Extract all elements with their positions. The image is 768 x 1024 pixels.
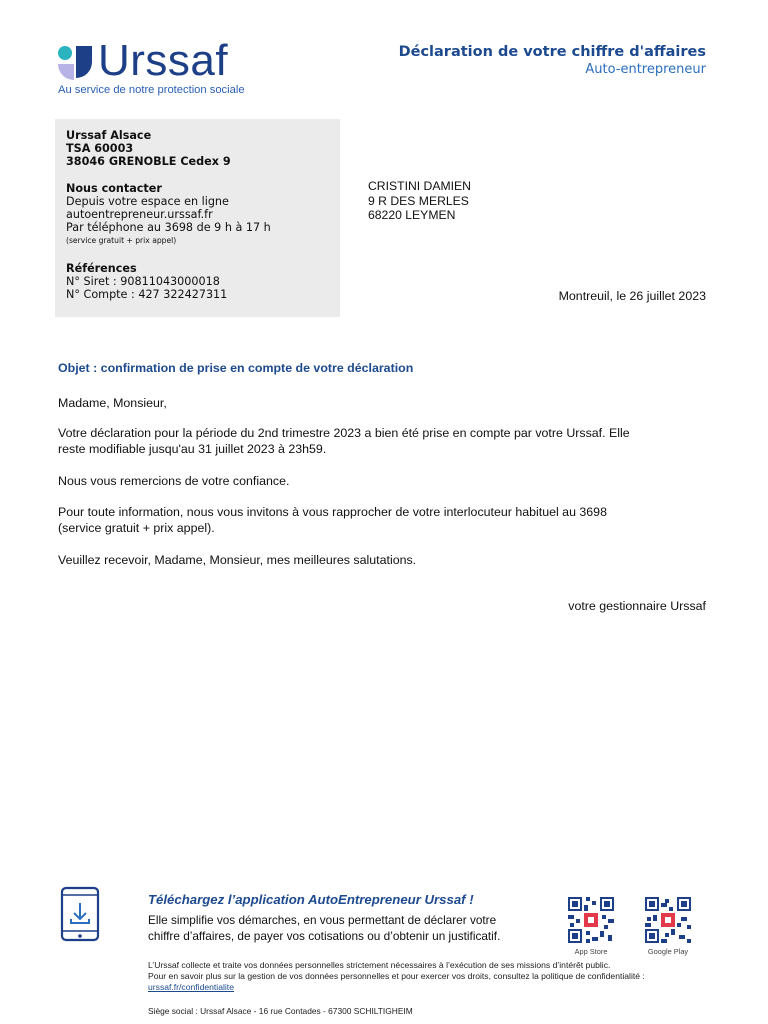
- google-play-qr-code-icon[interactable]: [643, 895, 693, 945]
- salutation: Madame, Monsieur,: [58, 396, 167, 410]
- app-promo-line1: Elle simplifie vos démarches, en vous permettant de déclarer votre: [148, 913, 497, 927]
- closing-formula: Veuillez recevoir, Madame, Monsieur, mes meilleures salutations.: [58, 553, 417, 567]
- urssaf-logo-mark-icon: [56, 44, 96, 82]
- sender-address-line1: TSA 60003: [66, 142, 134, 155]
- logo-wordmark: Urssaf: [98, 36, 229, 85]
- recipient-address: [368, 179, 471, 223]
- letter-subject: Objet : confirmation de prise en compte de votre déclaration: [58, 361, 414, 375]
- contact-phone: Par téléphone au 3698 de 9 h à 17 h: [66, 221, 271, 234]
- app-store-qr-code-icon[interactable]: [566, 895, 616, 945]
- sender-name: Urssaf Alsace: [66, 129, 152, 142]
- app-store-label: App Store: [574, 947, 608, 956]
- privacy-notice: [148, 960, 708, 993]
- paragraph-information: [58, 504, 718, 536]
- siret-number: N° Siret : 90811043000018: [66, 275, 220, 288]
- logo-tagline: Au service de notre protection sociale: [58, 84, 245, 96]
- paragraph-declaration: [58, 425, 718, 457]
- recipient-street: 9 R DES MERLES: [368, 193, 469, 208]
- privacy-policy-link[interactable]: urssaf.fr/confidentialite: [148, 982, 234, 992]
- contact-phone-note: (service gratuit + prix appel): [66, 236, 177, 245]
- urssaf-logo: [56, 36, 266, 102]
- contact-line-online: Depuis votre espace en ligne: [66, 195, 229, 208]
- contact-website: autoentrepreneur.urssaf.fr: [66, 208, 213, 221]
- privacy-line2: Pour en savoir plus sur la gestion de vos données personnelles et pour exercer vos droits, consultez la politique de confidentialité :: [148, 971, 645, 981]
- paragraph-declaration-line2: reste modifiable jusqu'au 31 juillet 2023 à 23h59.: [58, 442, 327, 456]
- paragraph-information-line2: (service gratuit + prix appel).: [58, 521, 215, 535]
- app-promo-title: Téléchargez l’application AutoEntrepreneur Urssaf !: [148, 892, 474, 907]
- contact-heading: Nous contacter: [66, 182, 162, 195]
- google-play-label: Google Play: [647, 947, 689, 956]
- document-subtitle: Auto-entrepreneur: [585, 62, 706, 77]
- app-promo-description: [148, 912, 558, 944]
- paragraph-declaration-line1: Votre déclaration pour la période du 2nd trimestre 2023 a bien été prise en compte par votre Urssaf. Elle: [58, 426, 630, 440]
- paragraph-information-line1: Pour toute information, nous vous invitons à vous rapprocher de votre interlocuteur habituel au 3698: [58, 505, 607, 519]
- recipient-name: CRISTINI DAMIEN: [368, 179, 471, 193]
- head-office-address: Siège social : Urssaf Alsace - 16 rue Contades - 67300 SCHILTIGHEIM: [148, 1006, 413, 1016]
- document-title: Déclaration de votre chiffre d'affaires: [398, 44, 706, 60]
- signature: votre gestionnaire Urssaf: [568, 599, 706, 613]
- references-heading: Références: [66, 262, 137, 275]
- account-number: N° Compte : 427 322427311: [66, 288, 228, 301]
- paragraph-thanks: Nous vous remercions de votre confiance.: [58, 474, 290, 488]
- app-promo-line2: chiffre d’affaires, de payer vos cotisations ou d’obtenir un justificatif.: [148, 929, 501, 943]
- recipient-city: 68220 LEYMEN: [368, 208, 456, 222]
- privacy-line1: L’Urssaf collecte et traite vos données personnelles strictement nécessaires à l’exécution de ses missions d’intérêt public.: [148, 960, 611, 970]
- sender-address-line2: 38046 GRENOBLE Cedex 9: [66, 155, 231, 168]
- phone-download-icon: [60, 886, 100, 942]
- letter-date: Montreuil, le 26 juillet 2023: [558, 289, 706, 303]
- sender-info-box: [55, 119, 340, 317]
